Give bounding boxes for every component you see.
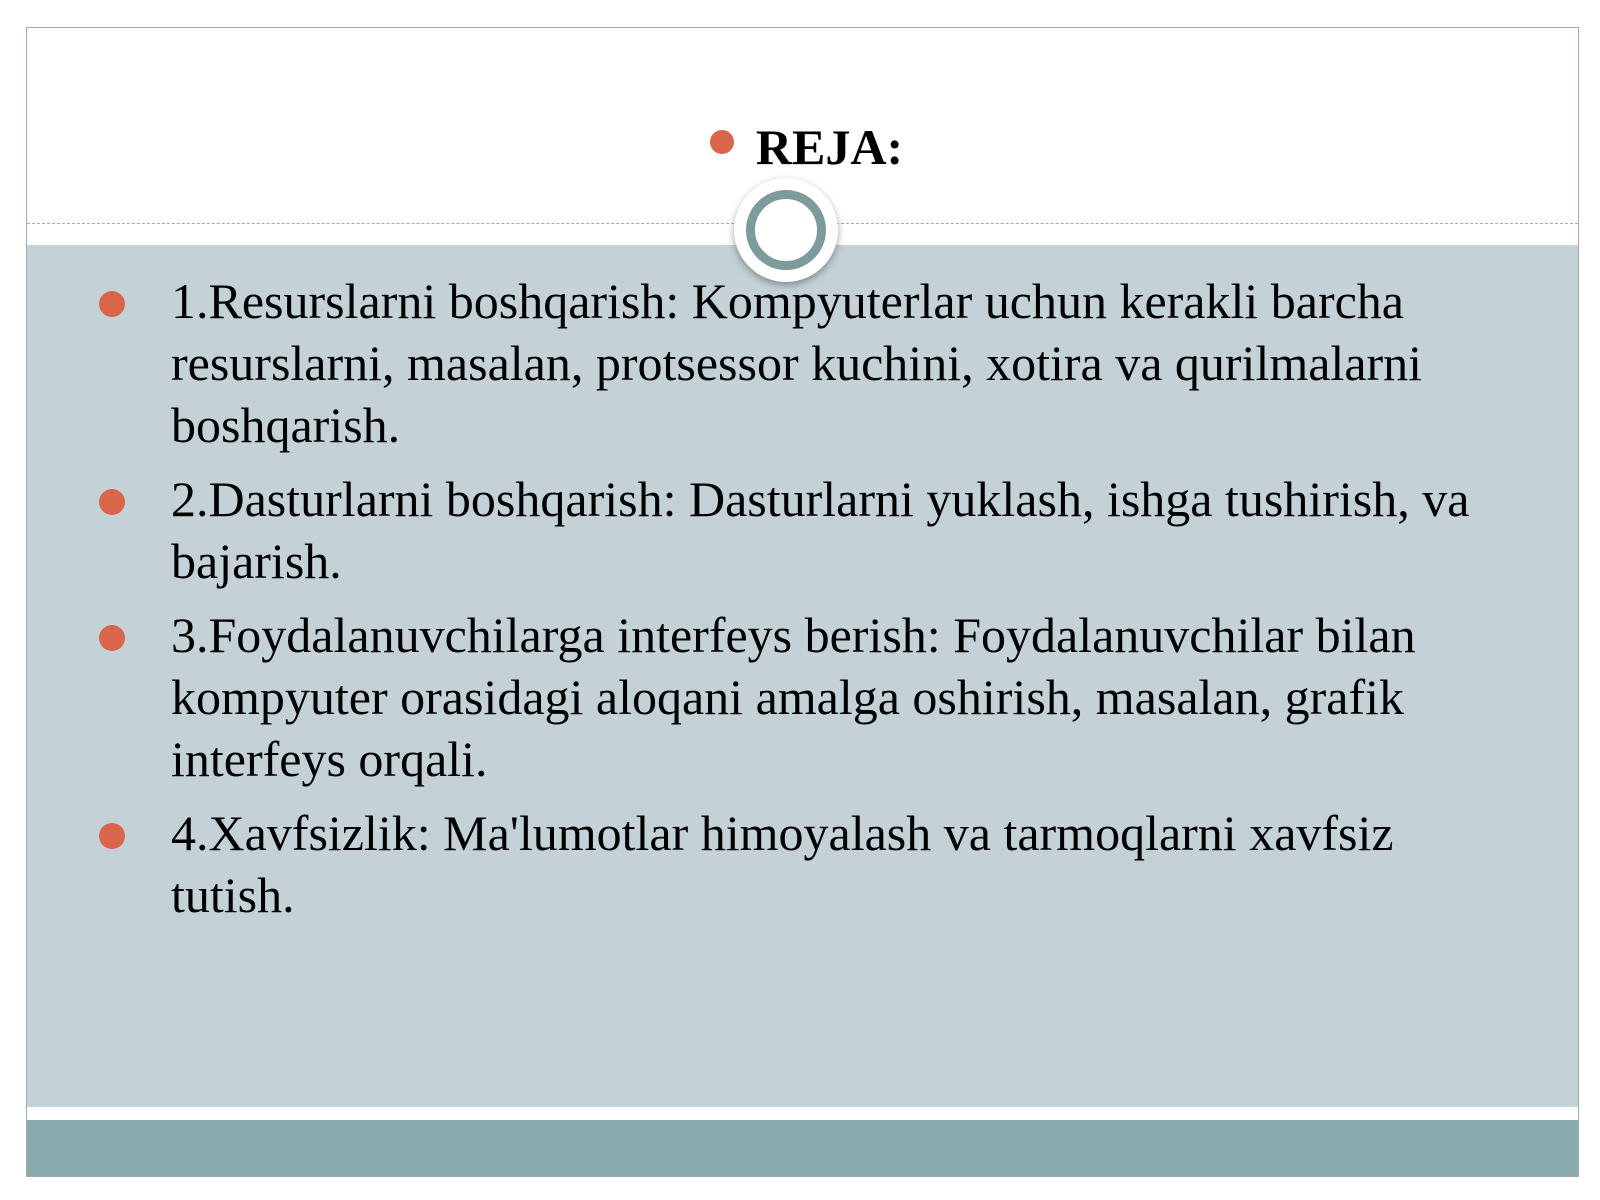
ring-ornament-icon — [734, 178, 838, 282]
bullet-dot-icon — [99, 823, 125, 849]
bullet-item-3 — [99, 604, 1499, 790]
bullet-text: 1.Resurslarni boshqarish: Kompyuterlar uchun kerakli barcha resurslarni, masalan, protsessor kuchini, xotira va qurilmalarni boshqarish. — [171, 273, 1423, 453]
bullet-dot-icon — [99, 489, 125, 515]
bullet-text: 2.Dasturlarni boshqarish: Dasturlarni yuklash, ishga tushirish, va bajarish. — [171, 471, 1470, 589]
bullet-list — [99, 270, 1499, 938]
bullet-dot-icon — [99, 625, 125, 651]
title-wrap — [27, 116, 1578, 178]
footer-band — [27, 1120, 1578, 1176]
slide — [26, 27, 1579, 1177]
bullet-item-4 — [99, 802, 1499, 926]
title-block — [710, 116, 903, 178]
title-bullet-icon — [710, 130, 734, 154]
bullet-item-2 — [99, 468, 1499, 592]
bullet-text: 3.Foydalanuvchilarga interfeys berish: Foydalanuvchilar bilan kompyuter orasidagi aloqani amalga oshirish, masalan, grafik interfeys orqali. — [171, 607, 1416, 787]
ring-inner — [746, 190, 826, 270]
bullet-dot-icon — [99, 291, 125, 317]
slide-title: REJA: — [755, 119, 904, 175]
bullet-item-1 — [99, 270, 1499, 456]
bullet-text: 4.Xavfsizlik: Ma'lumotlar himoyalash va tarmoqlarni xavfsiz tutish. — [171, 805, 1394, 923]
